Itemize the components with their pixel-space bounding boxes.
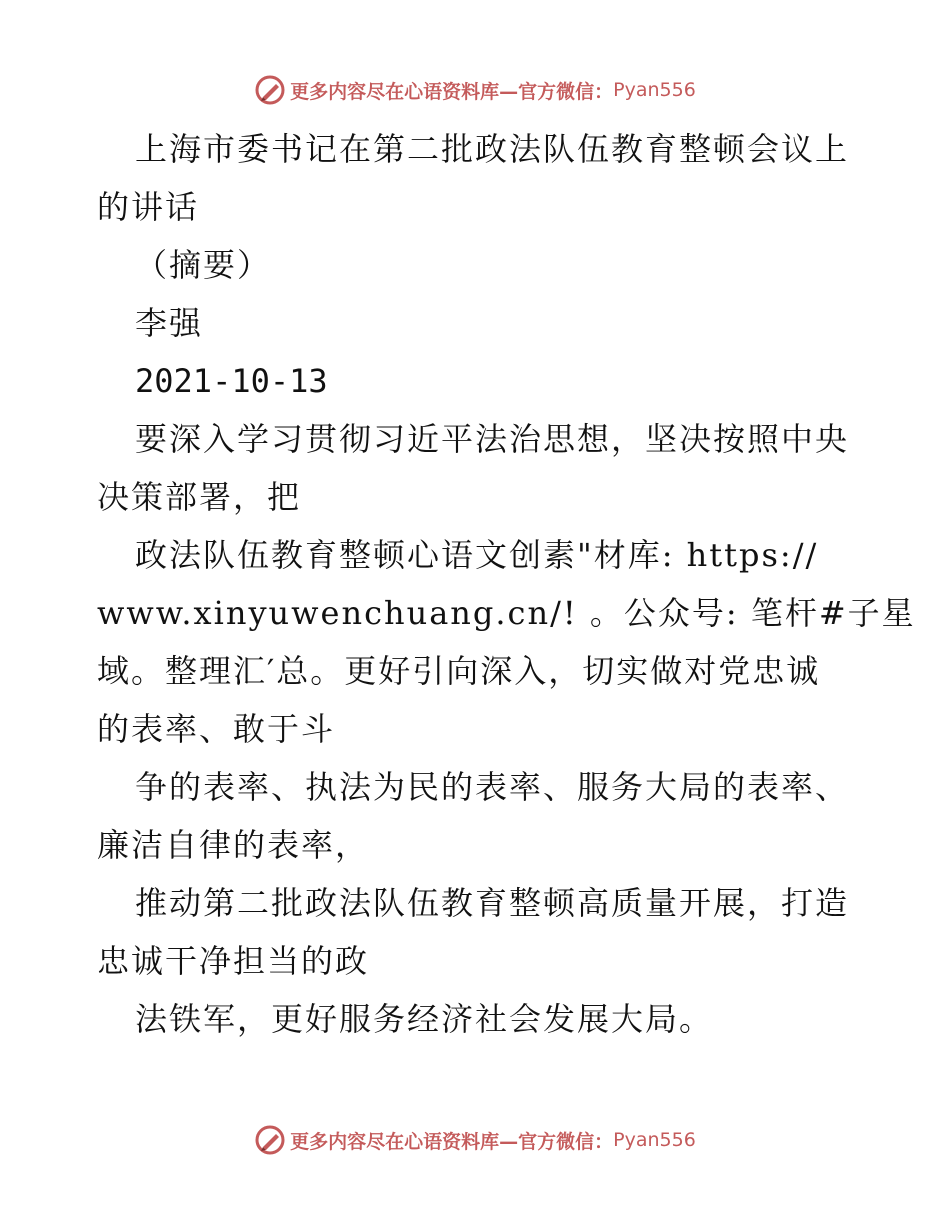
paragraph-line: 推动第二批政法队伍教育整顿高质量开展，打造 [135,884,850,922]
paragraph-line: www.xinyuwenchuang.cn/! 。公众号: 笔杆#子星 [97,594,916,632]
doc-subtitle: （摘要） [135,246,272,284]
doc-title-line-2: 的讲话 [97,188,200,226]
footer-banner [0,1120,950,1160]
banner-handle: Pyan556 [613,1129,696,1151]
pen-logo-icon [254,1124,286,1156]
doc-author: 李强 [135,304,204,342]
banner-text: 更多内容尽在心语资料库—官方微信： [290,1130,614,1153]
paragraph-line: 决策部署，把 [97,478,302,516]
paragraph-line: 政法队伍教育整顿心语文创素"材库: https:// [135,536,819,574]
paragraph-line: 的表率、敢于斗 [97,710,336,748]
paragraph-line: 忠诚干净担当的政 [97,942,370,980]
banner-handle: Pyan556 [613,79,696,101]
banner-text: 更多内容尽在心语资料库—官方微信： [290,80,614,103]
paragraph-line: 域。整理汇′总。更好引向深入，切实做对党忠诚 [97,652,821,690]
document-body [97,120,916,1048]
pen-logo-icon [254,74,286,106]
doc-title-line-1: 上海市委书记在第二批政法队伍教育整顿会议上 [135,130,850,168]
header-banner [0,70,950,110]
doc-date: 2021-10-13 [135,362,328,400]
paragraph-line: 廉洁自律的表率， [97,826,370,864]
paragraph-line: 法铁军，更好服务经济社会发展大局。 [135,1000,714,1038]
paragraph-line: 要深入学习贯彻习近平法治思想，坚决按照中央 [135,420,850,458]
paragraph-line: 争的表率、执法为民的表率、服务大局的表率、 [135,768,850,806]
